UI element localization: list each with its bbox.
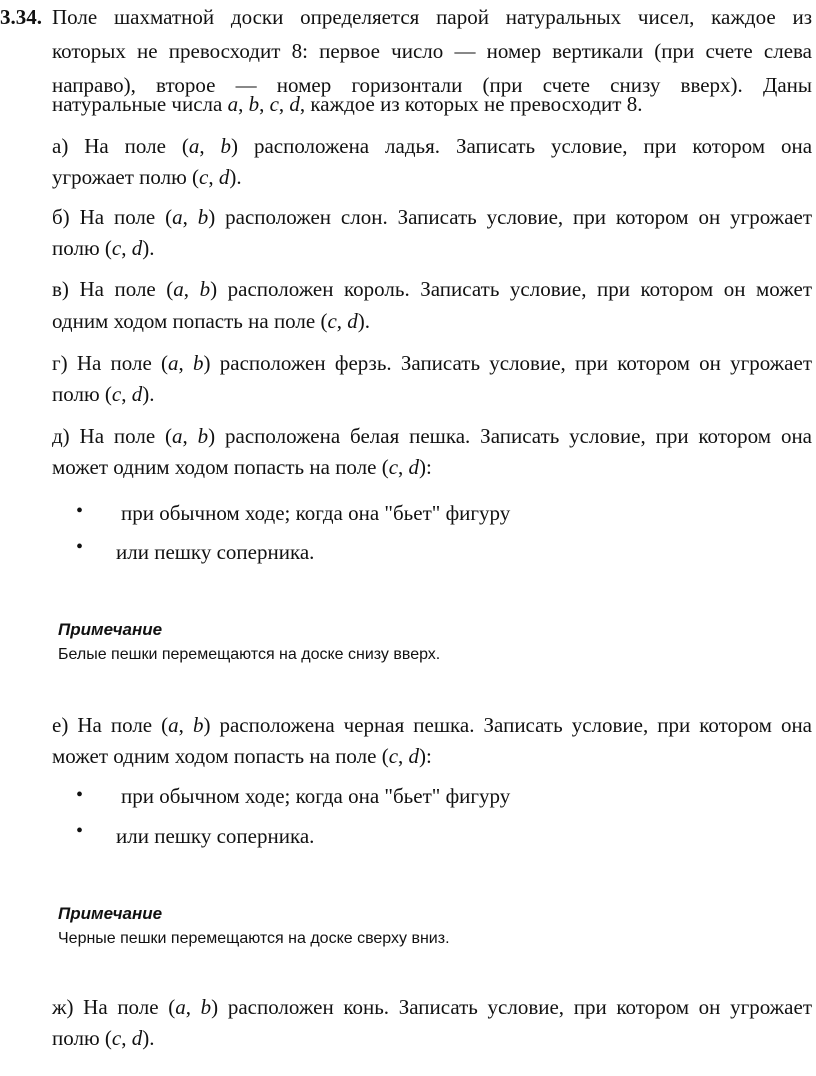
part-g-line-2: полю (c, d). <box>52 382 155 406</box>
problem-number: 3.34. <box>0 5 42 29</box>
note-d-title: Примечание <box>58 620 163 639</box>
note-e-title: Примечание <box>58 904 163 923</box>
bullet-e-2: или пешку соперника. <box>116 824 315 848</box>
part-e-line-1: е) На поле (a, b) расположена черная пешка. Записать условие, при котором она <box>52 713 812 737</box>
part-d-line-2: может одним ходом попасть на поле (c, d): <box>52 455 432 479</box>
bullet-marker: • <box>76 820 84 842</box>
part-zh-line-1: ж) На поле (a, b) расположен конь. Записать условие, при котором он угрожает <box>52 995 812 1019</box>
part-v-line-1: в) На поле (a, b) расположен король. Записать условие, при котором он может <box>52 277 813 301</box>
intro-line-1: Поле шахматной доски определяется парой натуральных чисел, каждое из <box>52 5 812 29</box>
bullet-marker: • <box>76 536 84 558</box>
intro-line-4: натуральные числа a, b, c, d, каждое из которых не превосходит 8. <box>52 92 643 116</box>
intro-line-3: направо), второе — номер горизонтали (при счете снизу вверх). Даны <box>52 73 812 97</box>
part-b-line-1: б) На поле (a, b) расположен слон. Записать условие, при котором он угрожает <box>52 205 813 229</box>
bullet-marker: • <box>76 784 84 806</box>
bullet-marker: • <box>76 500 84 522</box>
bullet-d-2: или пешку соперника. <box>116 540 315 564</box>
part-g-line-1: г) На поле (a, b) расположен ферзь. Записать условие, при котором он угрожает <box>52 351 812 375</box>
part-zh-line-2: полю (c, d). <box>52 1026 155 1050</box>
bullet-d-1: при обычном ходе; когда она "бьет" фигуру <box>121 501 511 525</box>
intro-line-2: которых не превосходит 8: первое число — номер вертикали (при счете слева <box>52 39 812 63</box>
part-v-line-2: одним ходом попасть на поле (c, d). <box>52 309 371 333</box>
part-e-line-2: может одним ходом попасть на поле (c, d): <box>52 744 432 768</box>
note-e-text: Черные пешки перемещаются на доске сверху вниз. <box>58 930 450 947</box>
part-a-line-1: а) На поле (a, b) расположена ладья. Записать условие, при котором она <box>52 134 813 158</box>
part-a-line-2: угрожает полю (c, d). <box>52 165 242 189</box>
part-b-line-2: полю (c, d). <box>52 236 155 260</box>
bullet-e-1: при обычном ходе; когда она "бьет" фигуру <box>121 784 511 808</box>
part-d-line-1: д) На поле (a, b) расположена белая пешка. Записать условие, при котором она <box>52 424 813 448</box>
note-d-text: Белые пешки перемещаются на доске снизу вверх. <box>58 646 441 663</box>
